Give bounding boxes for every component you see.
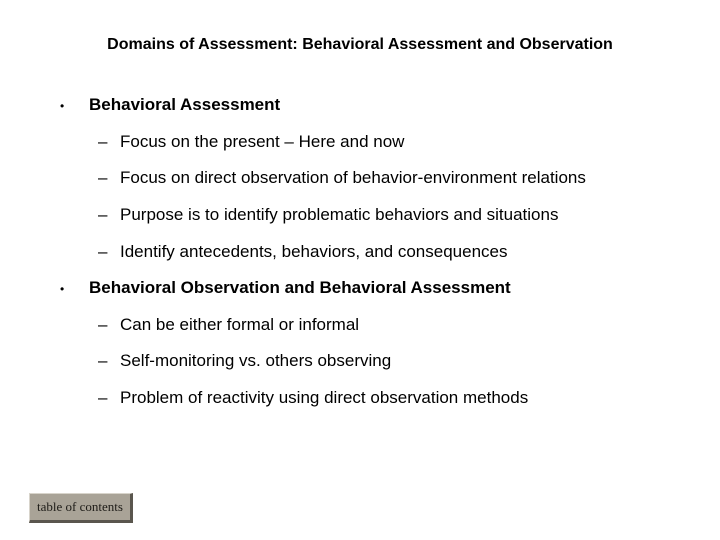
dash-marker: – [98,388,108,407]
sub-item-text: Can be either formal or informal [120,315,360,334]
sub-item-text: Identify antecedents, behaviors, and consequences [120,242,508,261]
dash-marker: – [98,168,108,187]
sub-item [0,351,720,375]
dash-marker: – [98,351,108,370]
bullet-marker: • [60,282,65,296]
sub-item [0,132,720,156]
slide-title: Domains of Assessment: Behavioral Assessment and Observation [107,36,613,53]
dash-marker: – [98,242,108,261]
table-of-contents-button[interactable] [29,493,133,523]
bullet-heading: Behavioral Assessment [89,95,281,114]
dash-marker: – [98,132,108,151]
sub-item [0,242,720,266]
sub-item [0,205,720,229]
sub-item-text: Focus on direct observation of behavior-environment relations [120,168,586,187]
bullet-item-behavioral-assessment [0,95,720,119]
sub-item [0,388,720,412]
bullet-item-behavioral-observation [0,278,720,302]
sub-item-text: Problem of reactivity using direct observation methods [120,388,529,407]
dash-marker: – [98,315,108,334]
bullet-marker: • [60,99,65,113]
bullet-heading: Behavioral Observation and Behavioral Assessment [89,278,511,297]
sub-item-text: Self-monitoring vs. others observing [120,351,392,370]
sub-item-text: Purpose is to identify problematic behaviors and situations [120,205,559,224]
dash-marker: – [98,205,108,224]
sub-item-text: Focus on the present – Here and now [120,132,405,151]
sub-item [0,315,720,339]
sub-item [0,168,720,192]
table-of-contents-label: table of contents [37,499,123,514]
